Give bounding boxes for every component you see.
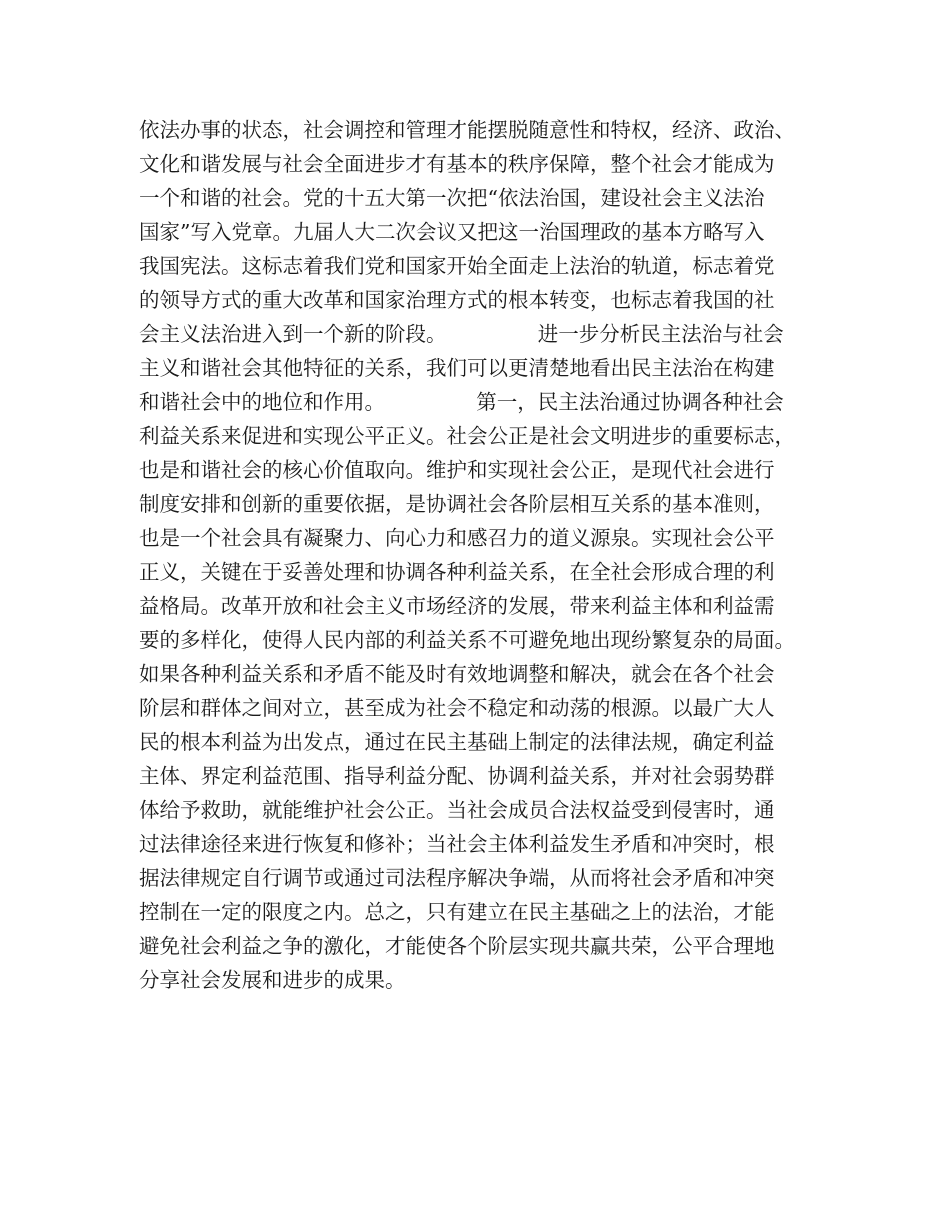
text-line: 也是和谐社会的核心价值取向。维护和实现社会公正，是现代社会进行	[139, 458, 775, 482]
text-line: 主体、界定利益范围、指导利益分配、协调利益关系，并对社会弱势群	[139, 764, 775, 788]
text-line: 文化和谐发展与社会全面进步才有基本的秩序保障，整个社会才能成为	[139, 152, 775, 176]
text-line: 据法律规定自行调节或通过司法程序解决争端，从而将社会矛盾和冲突	[139, 866, 775, 890]
body-text	[139, 113, 839, 997]
text-line: 利益关系来促进和实现公平正义。社会公正是社会文明进步的重要标志，	[139, 424, 795, 448]
text-line: 正义，关键在于妥善处理和协调各种利益关系，在全社会形成合理的利	[139, 560, 775, 584]
text-line: 益格局。改革开放和社会主义市场经济的发展，带来利益主体和利益需	[139, 594, 775, 618]
text-line: 依法办事的状态，社会调控和管理才能摆脱随意性和特权，经济、政治、	[139, 118, 795, 142]
text-line: 的领导方式的重大改革和国家治理方式的根本转变，也标志着我国的社	[139, 288, 775, 312]
text-line: 一个和谐的社会。党的十五大第一次把“依法治国，建设社会主义法治	[139, 186, 765, 210]
text-line: 会主义法治进入到一个新的阶段。 进一步分析民主法治与社会	[139, 322, 784, 346]
text-line: 国家”写入党章。九届人大二次会议又把这一治国理政的基本方略写入	[139, 220, 765, 244]
text-line: 阶层和群体之间对立，甚至成为社会不稳定和动荡的根源。以最广大人	[139, 696, 775, 720]
text-line: 过法律途径来进行恢复和修补；当社会主体利益发生矛盾和冲突时，根	[139, 832, 775, 856]
text-line: 和谐社会中的地位和作用。 第一，民主法治通过协调各种社会	[139, 390, 784, 414]
text-line: 避免社会利益之争的激化，才能使各个阶层实现共赢共荣，公平合理地	[139, 934, 775, 958]
text-line: 制度安排和创新的重要依据，是协调社会各阶层相互关系的基本准则，	[139, 492, 775, 516]
text-line: 民的根本利益为出发点，通过在民主基础上制定的法律法规，确定利益	[139, 730, 775, 754]
text-line: 也是一个社会具有凝聚力、向心力和感召力的道义源泉。实现社会公平	[139, 526, 775, 550]
text-line: 控制在一定的限度之内。总之，只有建立在民主基础之上的法治，才能	[139, 900, 775, 924]
text-line: 体给予救助，就能维护社会公正。当社会成员合法权益受到侵害时，通	[139, 798, 775, 822]
text-line: 分享社会发展和进步的成果。	[139, 968, 406, 992]
text-line: 要的多样化，使得人民内部的利益关系不可避免地出现纷繁复杂的局面。	[139, 628, 795, 652]
text-line: 主义和谐社会其他特征的关系，我们可以更清楚地看出民主法治在构建	[139, 356, 775, 380]
text-line: 我国宪法。这标志着我们党和国家开始全面走上法治的轨道，标志着党	[139, 254, 775, 278]
text-line: 如果各种利益关系和矛盾不能及时有效地调整和解决，就会在各个社会	[139, 662, 775, 686]
